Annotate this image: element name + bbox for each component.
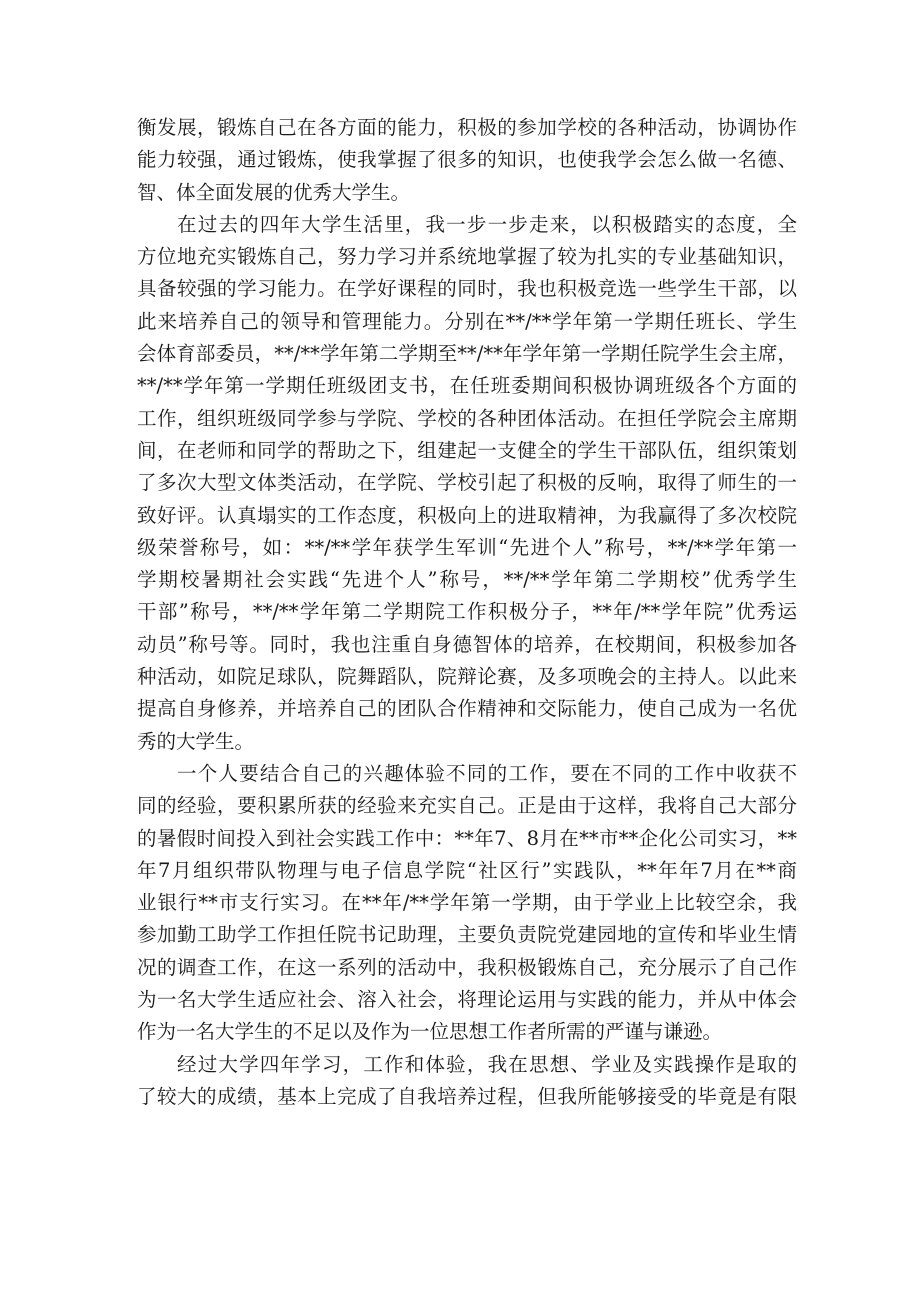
- text-line: 种活动，如院足球队，院舞蹈队，院辩论赛，及多项晚会的主持人。以此来: [137, 665, 797, 689]
- text-line: 作为一名大学生的不足以及作为一位思想工作者所需的严谨与谦逊。: [137, 1020, 723, 1044]
- document-body: [137, 112, 797, 1113]
- text-line: 经过大学四年学习，工作和体验，我在思想、学业及实践操作是取的: [177, 1052, 797, 1076]
- text-line: 此来培养自己的领导和管理能力。分别在**/**学年第一学期任班长、学生: [137, 309, 797, 333]
- text-line: 了多次大型文体类活动，在学院、学校引起了积极的反响，取得了师生的一: [137, 471, 797, 495]
- text-line: 具备较强的学习能力。在学好课程的同时，我也积极竞选一些学生干部，以: [137, 277, 797, 301]
- text-line: 能力较强，通过锻炼，使我掌握了很多的知识，也使我学会怎么做一名德、: [137, 148, 797, 172]
- text-line: 致好评。认真塌实的工作态度，积极向上的进取精神，为我赢得了多次校院: [137, 503, 797, 527]
- text-line: 方位地充实锻炼自己，努力学习并系统地掌握了较为扎实的专业基础知识，: [137, 245, 797, 269]
- text-line: 一个人要结合自己的兴趣体验不同的工作，要在不同的工作中收获不: [177, 761, 797, 785]
- text-line: 况的调查工作，在这一系列的活动中，我积极锻炼自己，充分展示了自己作: [137, 955, 797, 979]
- text-line: 间，在老师和同学的帮助之下，组建起一支健全的学生干部队伍，组织策划: [137, 438, 797, 462]
- text-line: 参加勤工助学工作担任院书记助理，主要负责院党建园地的宣传和毕业生情: [137, 923, 797, 947]
- text-line: 级荣誉称号，如：**/**学年获学生军训“先进个人”称号，**/**学年第一: [137, 535, 797, 559]
- text-line: 业银行**市支行实习。在**年/**学年第一学期，由于学业上比较空余，我: [137, 891, 797, 915]
- text-line: 干部”称号，**/**学年第二学期院工作积极分子，**年/**学年院”优秀运: [137, 600, 797, 624]
- text-line: 衡发展，锻炼自己在各方面的能力，积极的参加学校的各种活动，协调协作: [137, 116, 797, 139]
- text-line: 同的经验，要积累所获的经验来充实自己。正是由于这样，我将自己大部分: [137, 794, 797, 818]
- text-line: 为一名大学生适应社会、溶入社会，将理论运用与实践的能力，并从中体会: [137, 988, 797, 1012]
- text-line: **/**学年第一学期任班级团支书，在任班委期间积极协调班级各个方面的: [137, 374, 797, 398]
- text-line: 在过去的四年大学生活里，我一步一步走来，以积极踏实的态度，全: [177, 212, 797, 236]
- text-line: 秀的大学生。: [137, 729, 255, 753]
- text-line: 智、体全面发展的优秀大学生。: [137, 180, 411, 204]
- text-line: 提高自身修养，并培养自己的团队合作精神和交际能力，使自己成为一名优: [137, 697, 797, 721]
- text-line: 了较大的成绩，基本上完成了自我培养过程，但我所能够接受的毕竟是有限: [137, 1084, 797, 1108]
- text-line: 动员”称号等。同时，我也注重自身德智体的培养，在校期间，积极参加各: [137, 632, 797, 656]
- text-line: 的暑假时间投入到社会实践工作中：**年7、8月在**市**企化公司实习，**: [137, 826, 797, 850]
- text-line: 年7月组织带队物理与电子信息学院“社区行”实践队，**年年7月在**商: [137, 858, 797, 882]
- text-line: 会体育部委员，**/**学年第二学期至**/**年学年第一学期任院学生会主席，: [137, 342, 797, 366]
- text-line: 工作，组织班级同学参与学院、学校的各种团体活动。在担任学院会主席期: [137, 406, 797, 430]
- text-line: 学期校暑期社会实践“先进个人”称号，**/**学年第二学期校”优秀学生: [137, 568, 797, 592]
